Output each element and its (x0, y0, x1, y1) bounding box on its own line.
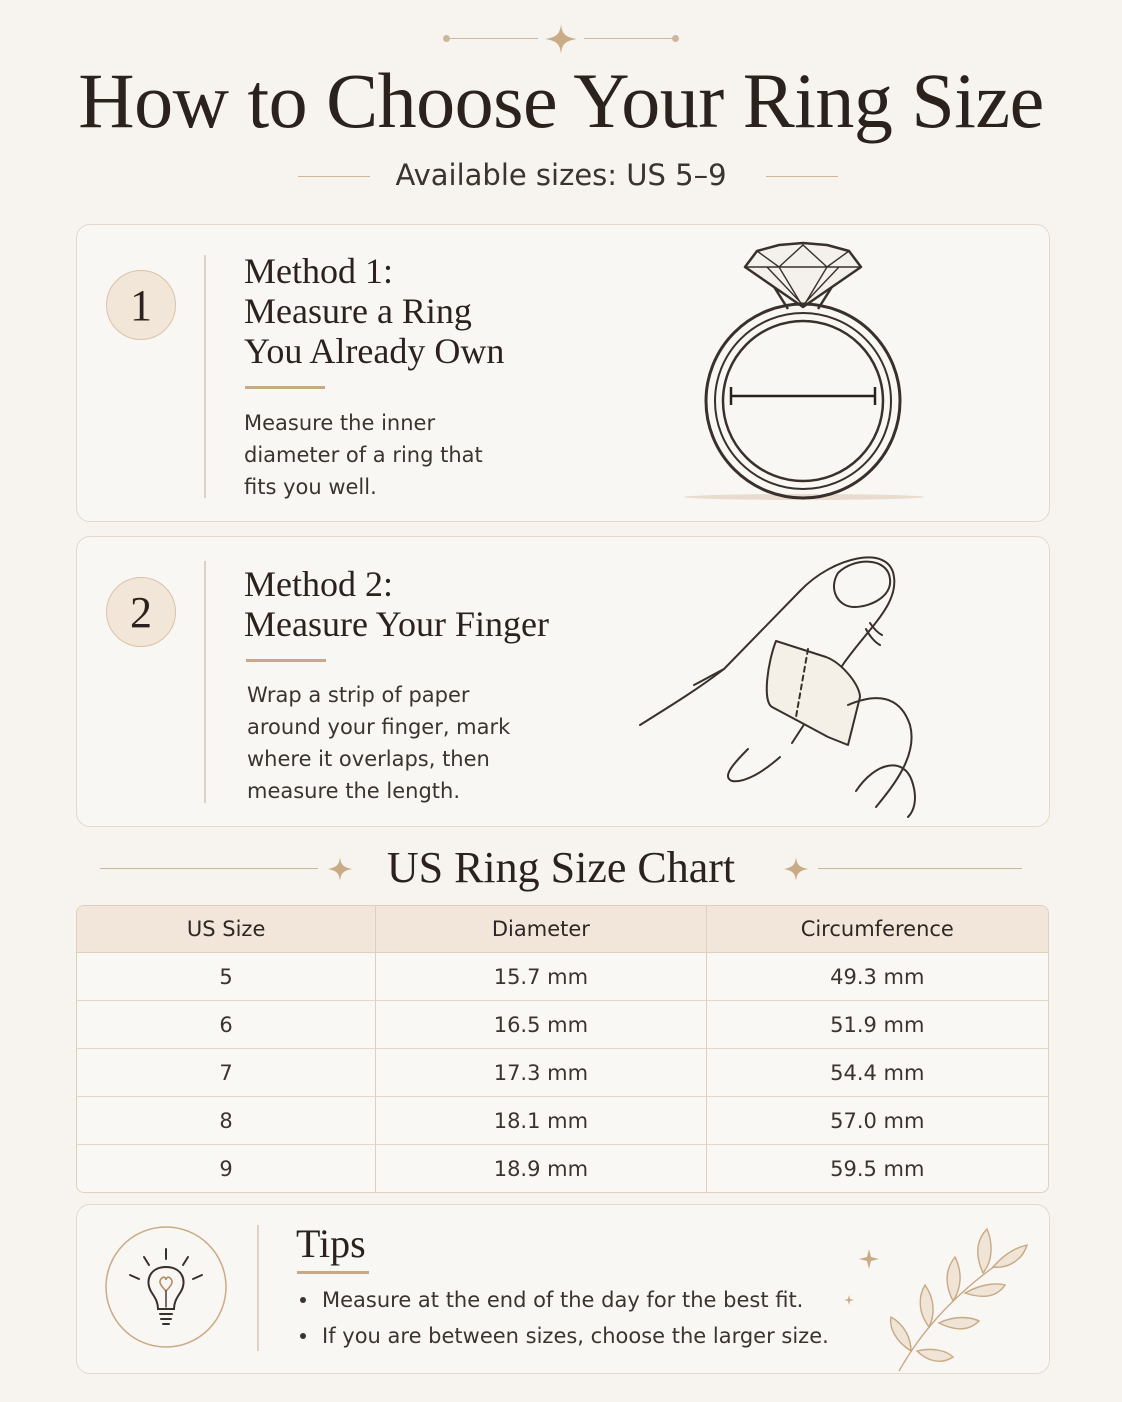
table-row (77, 1049, 1048, 1097)
method-1-card (76, 224, 1050, 522)
cell-diameter: 16.5 mm (375, 1001, 705, 1049)
ring-diameter-icon (637, 239, 967, 519)
column-header-circumference: Circumference (706, 906, 1048, 953)
cell-diameter: 18.1 mm (375, 1097, 705, 1145)
chart-title-line-right (818, 868, 1022, 869)
method-1-description: Measure the inner diameter of a ring that fits you well. (244, 411, 483, 499)
bullet-icon (300, 1297, 306, 1303)
sparkle-icon (545, 24, 577, 54)
cell-us-size: 8 (77, 1097, 375, 1145)
cell-us-size: 7 (77, 1049, 375, 1097)
method-1-title: Method 1: Measure a Ring You Already Own (244, 251, 505, 371)
table-row (77, 953, 1048, 1001)
method-2-card (76, 536, 1050, 827)
subtitle: Available sizes: US 5–9 (395, 158, 727, 192)
column-header-us-size: US Size (77, 906, 375, 953)
tips-title: Tips (296, 1221, 366, 1266)
tips-list (300, 1282, 829, 1354)
tips-divider (257, 1225, 259, 1351)
leaf-branch-icon (833, 1227, 1033, 1373)
cell-diameter: 18.9 mm (375, 1145, 705, 1192)
lightbulb-heart-icon (104, 1225, 228, 1349)
cell-circumference: 54.4 mm (706, 1049, 1048, 1097)
tips-accent-bar (297, 1271, 369, 1274)
subtitle-line-right (766, 176, 838, 177)
table-row (77, 1145, 1048, 1192)
method-1-number: 1 (106, 270, 176, 340)
cell-us-size: 6 (77, 1001, 375, 1049)
method-1-accent-bar (245, 386, 325, 389)
table-row (77, 1097, 1048, 1145)
list-item: If you are between sizes, choose the larger size. (300, 1318, 829, 1354)
method-2-accent-bar (246, 659, 326, 662)
cell-diameter: 15.7 mm (375, 953, 705, 1001)
list-item: Measure at the end of the day for the best fit. (300, 1282, 829, 1318)
cell-circumference: 59.5 mm (706, 1145, 1048, 1192)
method-2-divider (204, 561, 206, 803)
cell-circumference: 57.0 mm (706, 1097, 1048, 1145)
size-chart-title: US Ring Size Chart (386, 843, 736, 892)
method-2-description: Wrap a strip of paper around your finger, mark where it overlaps, then measure the length. (247, 683, 511, 803)
finger-paper-strip-icon (632, 545, 922, 820)
method-2-number: 2 (106, 577, 176, 647)
cell-us-size: 5 (77, 953, 375, 1001)
bullet-icon (300, 1333, 306, 1339)
table-row (77, 1001, 1048, 1049)
sparkle-icon (784, 857, 808, 881)
cell-us-size: 9 (219, 1156, 233, 1181)
table-header-row (77, 906, 1048, 953)
method-2-title: Method 2: Measure Your Finger (244, 564, 549, 644)
cell-circumference: 51.9 mm (706, 1001, 1048, 1049)
column-header-diameter: Diameter (375, 906, 705, 953)
method-1-divider (204, 255, 206, 498)
cell-circumference: 49.3 mm (706, 953, 1048, 1001)
ring-size-table (76, 905, 1049, 1193)
page-title: How to Choose Your Ring Size (78, 57, 1044, 144)
cell-diameter: 17.3 mm (375, 1049, 705, 1097)
